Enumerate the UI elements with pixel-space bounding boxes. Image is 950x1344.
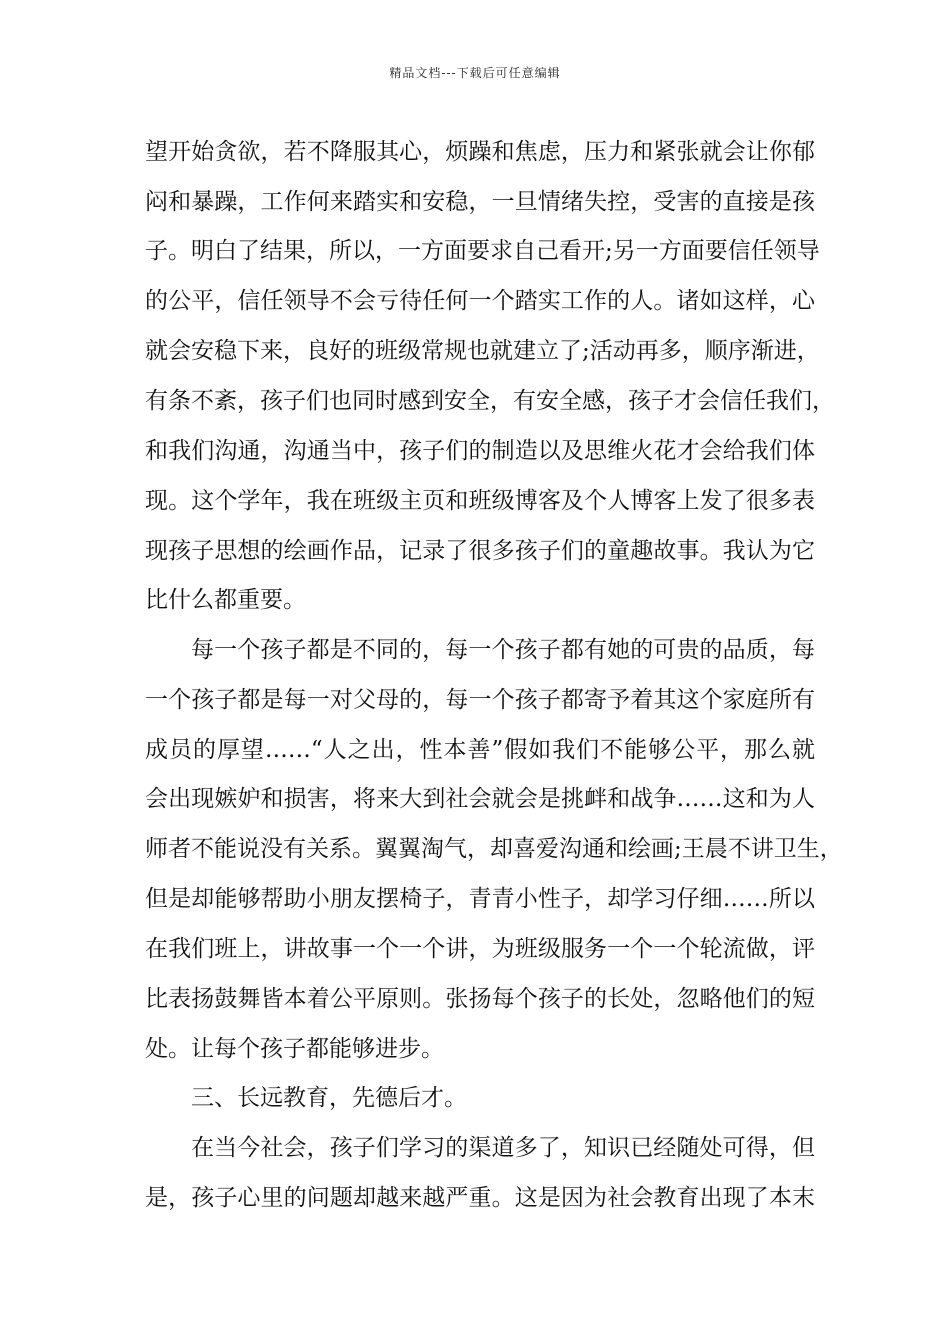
text-line: 成员的厚望……“人之出，性本善”假如我们不能够公平，那么就 bbox=[145, 737, 815, 763]
text-line: 是，孩子心里的问题却越来越严重。这是因为社会教育出现了本末 bbox=[145, 1185, 815, 1211]
text-line: 现孩子思想的绘画作品，记录了很多孩子们的童趣故事。我认为它 bbox=[145, 538, 815, 564]
text-line: 和我们沟通，沟通当中，孩子们的制造以及思维火花才会给我们体 bbox=[145, 438, 815, 464]
paragraph-first-line: 每一个孩子都是不同的，每一个孩子都有她的可贵的品质，每 bbox=[191, 637, 815, 663]
section-heading: 三、长远教育，先德后才。 bbox=[191, 1085, 467, 1111]
text-line: 在我们班上，讲故事一个一个讲，为班级服务一个一个轮流做，评 bbox=[145, 936, 815, 962]
text-line: 但是却能够帮助小朋友摆椅子，青青小性子，却学习仔细……所以 bbox=[145, 886, 815, 912]
text-line: 有条不紊，孩子们也同时感到安全，有安全感，孩子才会信任我们， bbox=[145, 388, 835, 414]
text-line: 闷和暴躁，工作何来踏实和安稳，一旦情绪失控，受害的直接是孩 bbox=[145, 189, 815, 215]
text-line: 比什么都重要。 bbox=[145, 587, 306, 613]
text-line: 的公平，信任领导不会亏待任何一个踏实工作的人。诸如这样，心 bbox=[145, 288, 815, 314]
text-line: 子。明白了结果，所以，一方面要求自己看开;另一方面要信任领导 bbox=[145, 238, 820, 264]
text-line: 望开始贪欲，若不降服其心，烦躁和焦虑，压力和紧张就会让你郁 bbox=[145, 139, 815, 165]
text-line: 就会安稳下来，良好的班级常规也就建立了;活动再多，顺序渐进， bbox=[145, 338, 820, 364]
page-header: 精品文档---下载后可任意编辑 bbox=[389, 66, 561, 80]
text-line: 比表扬鼓舞皆本着公平原则。张扬每个孩子的长处，忽略他们的短 bbox=[145, 986, 815, 1012]
text-line: 现。这个学年，我在班级主页和班级博客及个人博客上发了很多表 bbox=[145, 488, 815, 514]
paragraph-first-line: 在当今社会，孩子们学习的渠道多了，知识已经随处可得，但 bbox=[191, 1135, 815, 1161]
text-line: 师者不能说没有关系。翼翼淘气，却喜爱沟通和绘画;王晨不讲卫生， bbox=[145, 836, 843, 862]
text-line: 处。让每个孩子都能够进步。 bbox=[145, 1036, 444, 1062]
text-line: 一个孩子都是每一对父母的，每一个孩子都寄予着其这个家庭所有 bbox=[145, 687, 815, 713]
text-line: 会出现嫉妒和损害，将来大到社会就会是挑衅和战争……这和为人 bbox=[145, 786, 815, 812]
